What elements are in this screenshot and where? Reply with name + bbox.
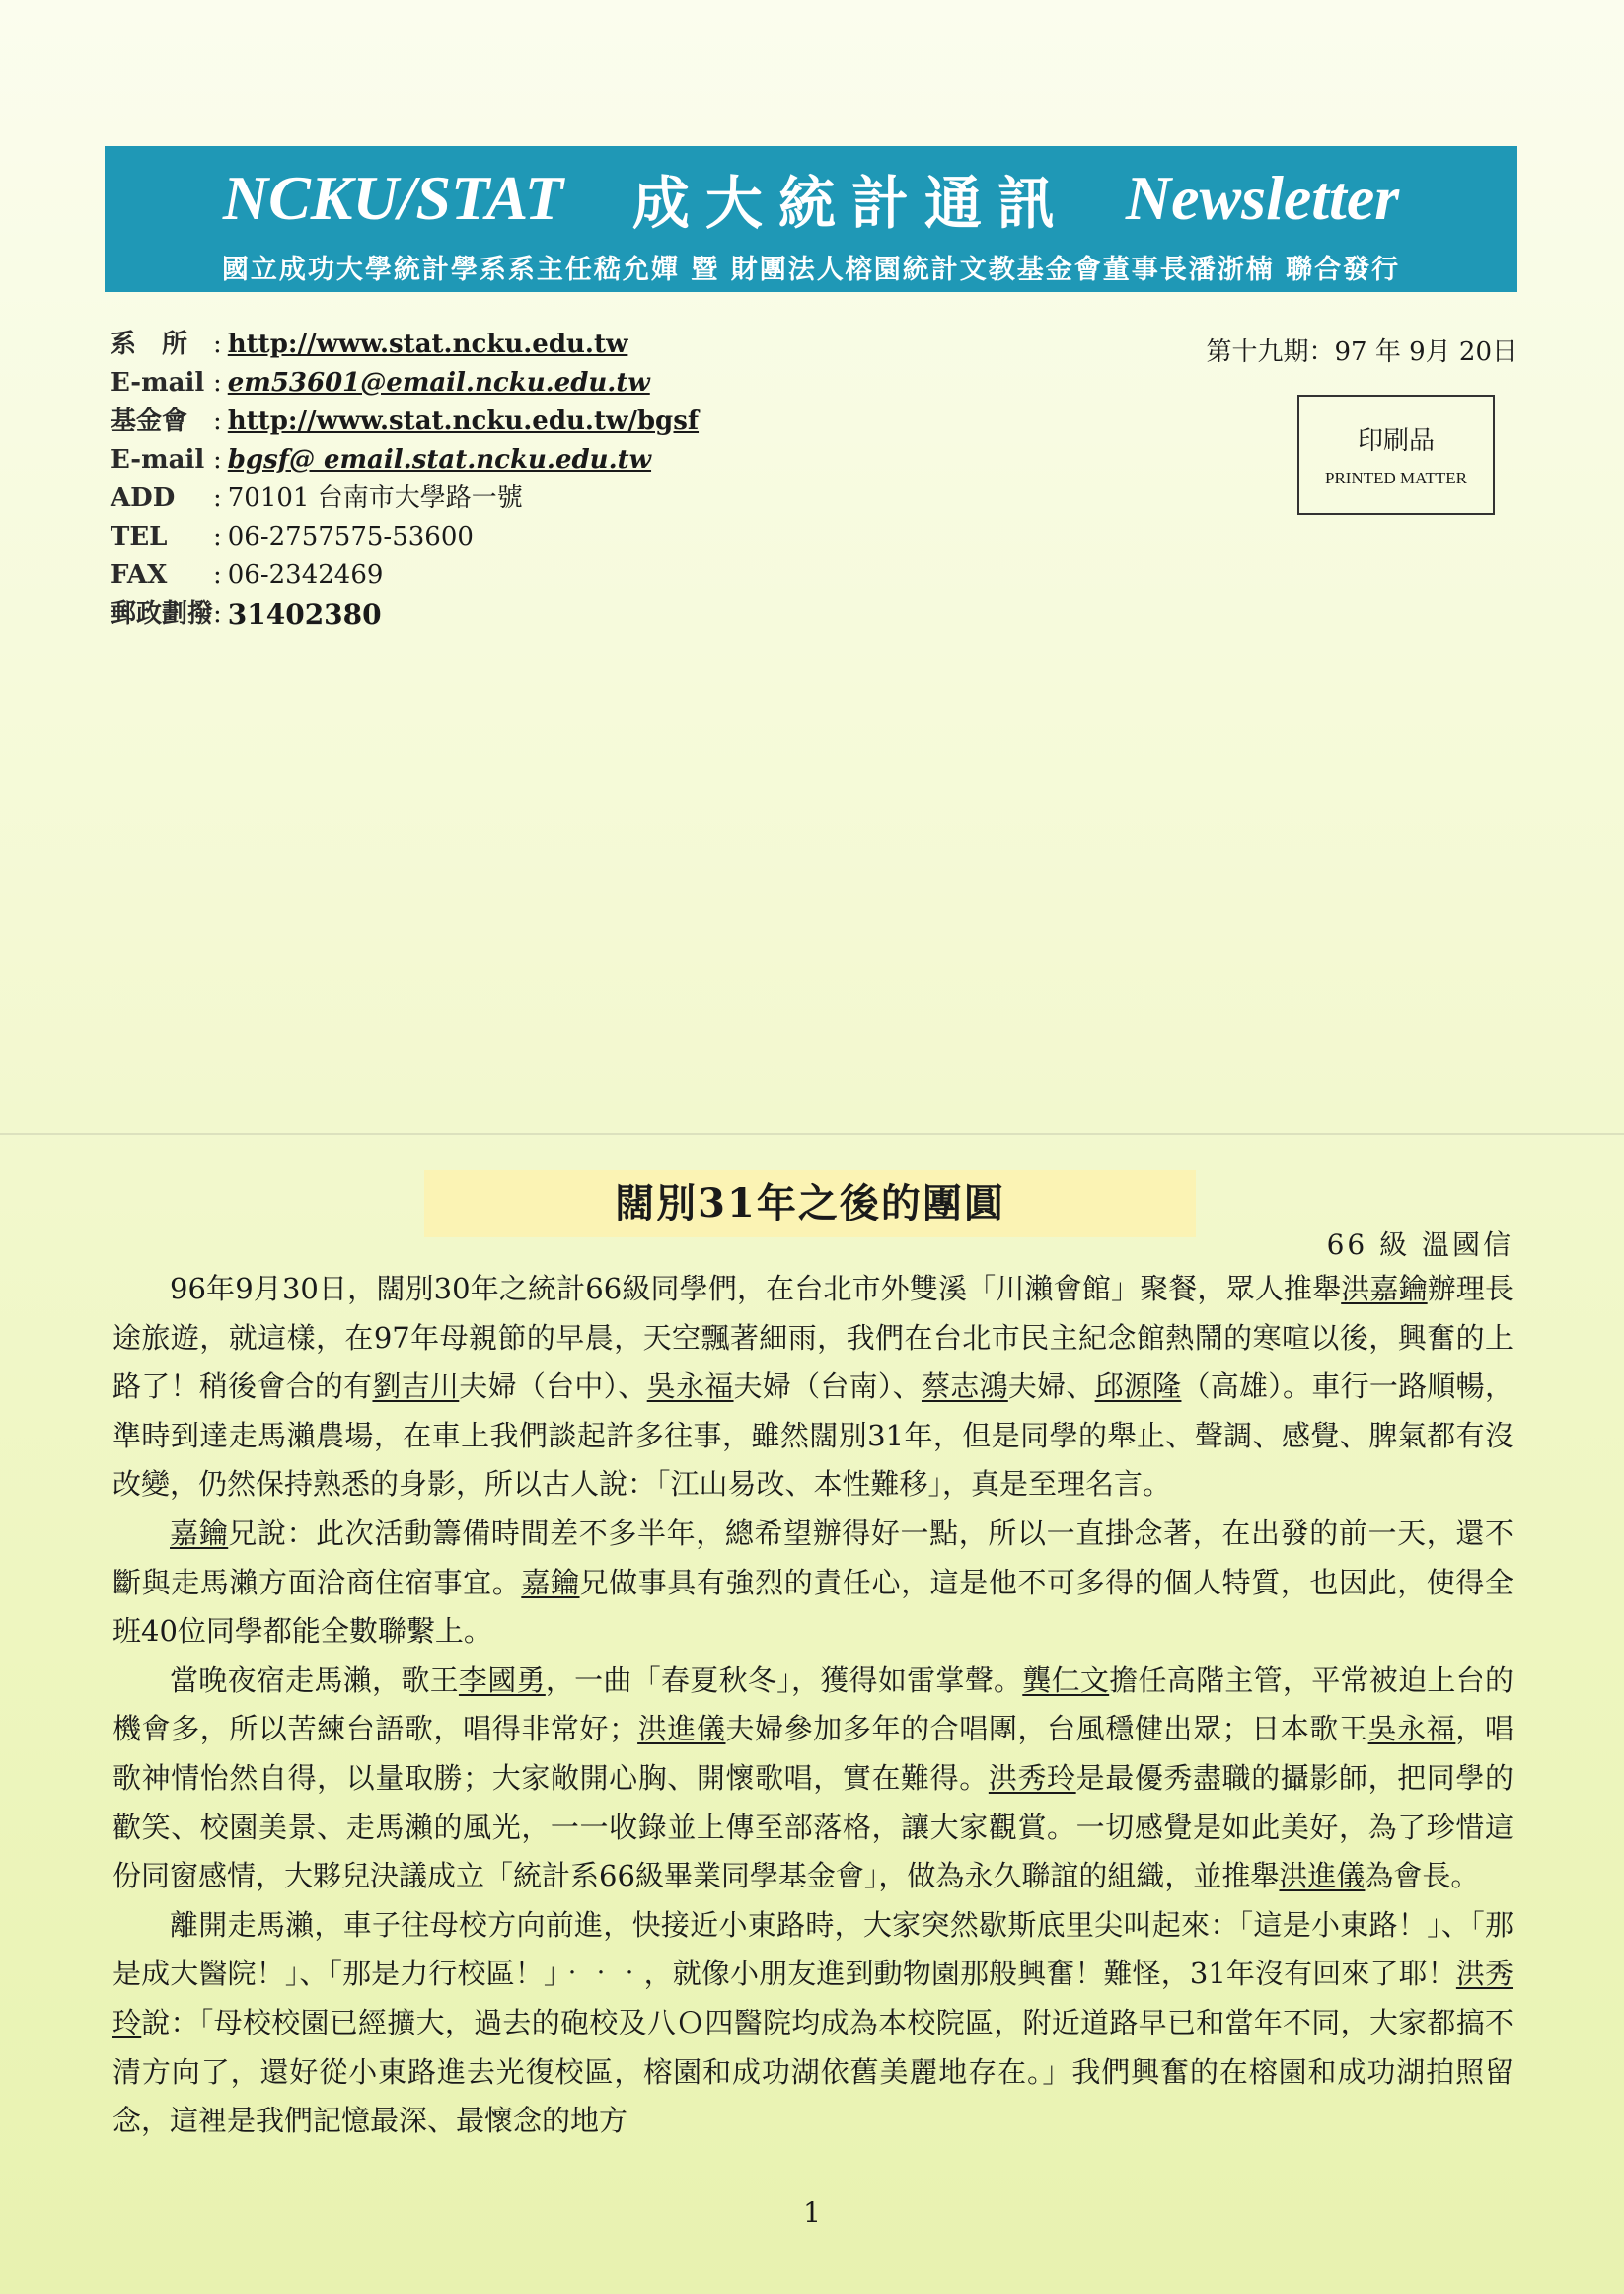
person-name: 吳永福 [646,1369,734,1404]
fund-row: 基金會 : http://www.stat.ncku.edu.tw/bgsf [111,403,699,441]
contact-block [111,326,699,633]
email2-link[interactable]: bgsf@ email.stat.ncku.edu.tw [227,445,652,475]
issue-date: 第十九期：97 年 9月 20日 [1206,337,1517,367]
email2-label: E-mail [111,445,205,475]
fund-label: 基金會 [111,407,188,436]
masthead-banner [105,146,1517,292]
giro-row: 郵政劃撥 : 31402380 [111,595,699,633]
dept-row: 系 所 : http://www.stat.ncku.edu.tw [111,326,699,364]
address-row: ADD : 70101 台南市大學路一號 [111,480,699,518]
email1-row: E-mail : em53601@email.ncku.edu.tw [111,364,699,403]
person-name: 洪秀玲 [988,1760,1076,1795]
paragraph: 96年9月30日，闊別30年之統計66級同學們，在台北市外雙溪「川瀨會館」聚餐，眾人推舉洪嘉鑰辦理長途旅遊，就這樣，在97年母親節的早晨，天空飄著細雨，我們在台北市民主紀念館熱鬧的寒喧以後，興奮的上路了！稍後會合的有劉吉川夫婦（台中）、吳永福夫婦（台南）、蔡志鴻夫婦、邱源隆（高雄）。車行一路順暢，準時到達走馬瀨農場，在車上我們談起許多往事，雖然闊別31年，但是同學的舉止、聲調、感覺、脾氣都有沒改變，仍然保持熟悉的身影，所以古人說：「江山易改、本性難移」，真是至理名言。 [112,1272,1513,1502]
tel-row: TEL : 06-2757575-53600 [111,518,699,556]
article-author: 66 級 溫國信 [1326,1228,1513,1261]
address-value: 70101 台南市大學路一號 [227,483,523,513]
page-number: 1 [803,2196,821,2229]
email1-link[interactable]: em53601@email.ncku.edu.tw [227,368,650,398]
tel-label: TEL [111,522,168,552]
person-name: 邱源隆 [1094,1369,1182,1404]
publisher-line: 國立成功大學統計學系系主任嵇允嬋 暨 財團法人榕園統計文教基金會董事長潘浙楠 聯合發行 [221,255,1401,285]
article-title: 闊別31年之後的團圓 [424,1170,1196,1237]
tel-value: 06-2757575-53600 [227,522,474,552]
fax-row: FAX : 06-2342469 [111,556,699,595]
email1-label: E-mail [111,368,205,398]
paragraph: 離開走馬瀨，車子往母校方向前進，快接近小東路時，大家突然歇斯底里尖叫起來：「這是小東路！」、「那是成大醫院！」、「那是力行校區！」‧‧‧，就像小朋友進到動物園那般興奮！難怪，31年沒有回來了耶！洪秀玲說：「母校校園已經擴大，過去的砲校及八Ｏ四醫院均成為本校院區，附近道路早已和當年不同，大家都搞不清方向了，還好從小東路進去光復校區，榕園和成功湖依舊美麗地存在。」我們興奮的在榕園和成功湖拍照留念，這裡是我們記憶最深、最懷念的地方 [112,1907,1513,2138]
person-name: 嘉鑰 [521,1565,580,1599]
paragraph: 嘉鑰兄說：此次活動籌備時間差不多半年，總希望辦得好一點，所以一直掛念著，在出發的前一天，還不斷與走馬瀨方面洽商住宿事宜。嘉鑰兄做事具有強烈的責任心，這是他不可多得的個人特質，也因此，使得全班40位同學都能全數聯繫上。 [112,1516,1513,1649]
title-zh: 成大統計通訊 [631,170,1070,237]
printed-matter-zh: 印刷品 [1357,426,1435,456]
giro-value: 31402380 [227,598,382,630]
person-name: 洪嘉鑰 [1341,1272,1428,1305]
person-name: 嘉鑰 [170,1516,229,1550]
newsletter-title [105,154,1517,243]
fax-value: 06-2342469 [227,560,384,590]
person-name: 蔡志鴻 [921,1369,1008,1404]
person-name: 龔仁文 [1022,1663,1110,1697]
giro-label: 郵政劃撥 [111,599,214,629]
dept-url-link[interactable]: http://www.stat.ncku.edu.tw [227,330,628,359]
title-en-left: NCKU/STAT [222,163,563,233]
address-label: ADD [111,483,176,513]
paragraph: 當晚夜宿走馬瀨，歌王李國勇，一曲「春夏秋冬」，獲得如雷掌聲。龔仁文擔任高階主管，平常被迫上台的機會多，所以苦練台語歌，唱得非常好；洪進儀夫婦參加多年的合唱團，台風穩健出眾；日本歌王吳永福，唱歌神情怡然自得，以量取勝；大家敞開心胸、開懷歌唱，實在難得。洪秀玲是最優秀盡職的攝影師，把同學的歡笑、校園美景、走馬瀨的風光，一一收錄並上傳至部落格，讓大家觀賞。一切感覺是如此美好，為了珍惜這份同窗感情，大夥兒決議成立「統計系66級畢業同學基金會」，做為永久聯誼的組織，並推舉洪進儀為會長。 [112,1663,1513,1893]
article-body [112,1265,1513,2146]
title-en-right: Newsletter [1125,163,1400,233]
person-name: 李國勇 [458,1663,546,1697]
dept-label: 系 所 [111,330,188,359]
person-name: 劉吉川 [372,1369,460,1404]
printed-matter-box [1297,395,1495,515]
fold-line [0,1133,1624,1135]
email2-row: E-mail : bgsf@ email.stat.ncku.edu.tw [111,441,699,480]
fax-label: FAX [111,560,168,590]
person-name: 洪秀玲 [112,1957,1513,2039]
fund-url-link[interactable]: http://www.stat.ncku.edu.tw/bgsf [227,407,700,436]
printed-matter-en: PRINTED MATTER [1324,469,1468,487]
person-name: 吳永福 [1367,1712,1456,1746]
person-name: 洪進儀 [637,1712,726,1746]
person-name: 洪進儀 [1279,1859,1366,1893]
